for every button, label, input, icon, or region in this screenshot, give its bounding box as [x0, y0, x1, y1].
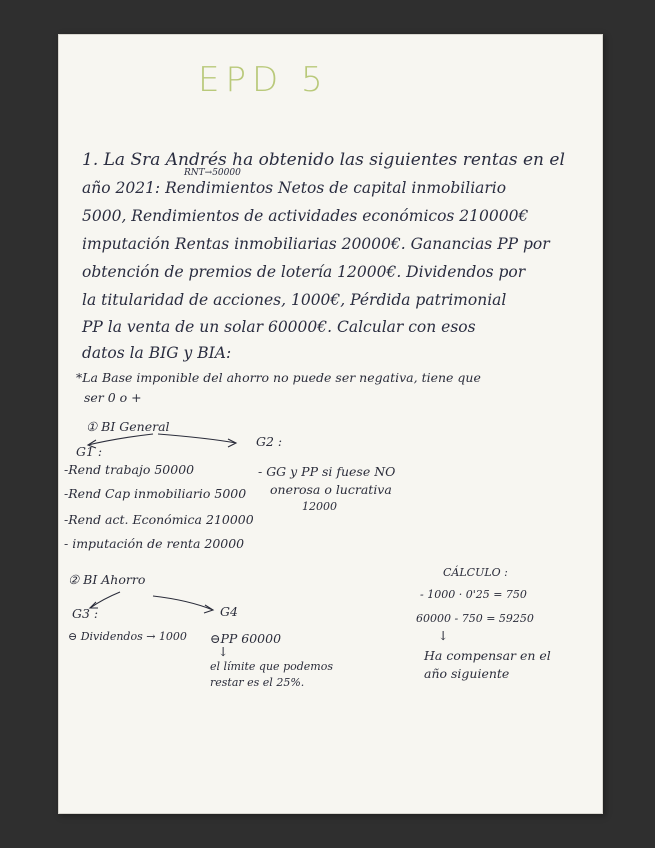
calculo-line: - 1000 · 0'25 = 750 [420, 588, 527, 601]
exercise-line: 1. La Sra Andrés ha obtenido las siguientes rentas en el [82, 150, 565, 170]
paper-sheet [58, 34, 603, 814]
arrow-to-g3 [90, 592, 120, 608]
section-heading-bi-general: ① BI General [86, 419, 170, 434]
exercise-line: imputación Rentas inmobiliarias 20000€. Ganancias PP por [82, 235, 550, 253]
group-label-g2: G2 : [256, 434, 283, 449]
margin-note: RNT→50000 [184, 168, 241, 178]
document-title: EPD 5 [198, 60, 329, 100]
g2-line: onerosa o lucrativa [270, 482, 392, 497]
exercise-line: la titularidad de acciones, 1000€, Pérdida patrimonial [82, 291, 507, 309]
group-label-g1: G1 : [76, 444, 103, 459]
calculo-note: Ha compensar en el [424, 648, 551, 663]
down-arrow-icon: ↓ [438, 628, 449, 643]
section-heading-bi-ahorro: ② BI Ahorro [68, 572, 146, 587]
arrow-to-g4-head [204, 605, 213, 613]
remark-line: *La Base imponible del ahorro no puede ser negativa, tiene que [76, 370, 481, 385]
arrow-to-g1 [88, 434, 153, 445]
g4-note: el límite que podemos [210, 660, 333, 673]
down-arrow-icon: ↓ [218, 644, 229, 659]
exercise-line: año 2021: Rendimientos Netos de capital inmobiliario [82, 179, 507, 197]
g4-item: ⊖PP 60000 [210, 631, 282, 646]
g1-item: -Rend trabajo 50000 [64, 462, 195, 477]
exercise-line: obtención de premios de lotería 12000€. Dividendos por [82, 263, 526, 281]
g1-item: -Rend act. Económica 210000 [64, 512, 254, 527]
exercise-line: PP la venta de un solar 60000€. Calcular con esos [82, 318, 476, 336]
g2-line: - GG y PP si fuese NO [258, 464, 396, 479]
group-label-g4: G4 [220, 604, 238, 619]
group-label-g3: G3 : [72, 606, 99, 621]
g3-item: ⊖ Dividendos → 1000 [68, 630, 187, 643]
arrow-to-g4 [153, 596, 213, 610]
g4-note: restar es el 25%. [210, 676, 305, 689]
remark-line: ser 0 o + [84, 390, 142, 405]
g2-line: 12000 [302, 500, 337, 513]
calculo-note: año siguiente [424, 666, 510, 681]
exercise-line: datos la BIG y BIA: [82, 344, 232, 362]
arrow-to-g2-head [228, 439, 236, 447]
g1-item: -Rend Cap inmobiliario 5000 [64, 486, 247, 501]
calculo-line: 60000 - 750 = 59250 [416, 612, 534, 625]
hand-drawn-arrows [58, 34, 603, 814]
g1-item: - imputación de renta 20000 [64, 536, 245, 551]
exercise-line: 5000, Rendimientos de actividades económicos 210000€ [82, 207, 529, 225]
calculo-title: CÁLCULO : [443, 566, 508, 579]
arrow-to-g2 [158, 434, 236, 443]
